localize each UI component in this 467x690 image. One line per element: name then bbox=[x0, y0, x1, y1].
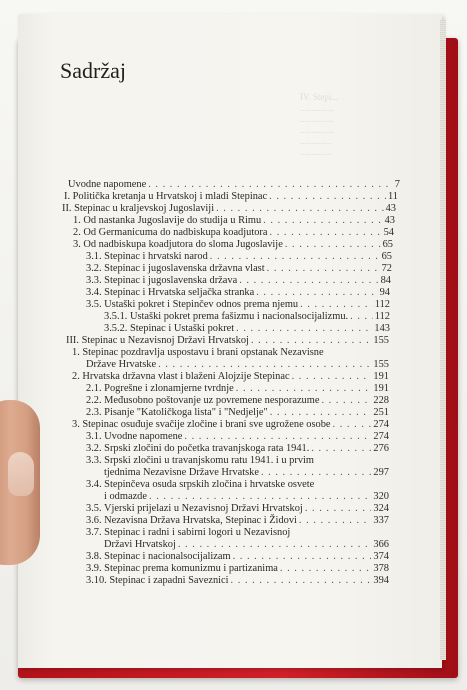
leader-dots bbox=[178, 539, 372, 551]
toc-entry-title-continuation: i odmazde bbox=[104, 491, 147, 502]
leader-dots bbox=[285, 239, 381, 251]
toc-entry-title-continuation: Države Hrvatske bbox=[86, 359, 157, 370]
toc-page-number: 274 bbox=[373, 431, 389, 442]
toc-entry-title: 3.9. Stepinac prema komunizmu i partizanima bbox=[86, 563, 278, 574]
toc-entry-title: 3.3. Stepinac i jugoslavenska država bbox=[86, 275, 238, 286]
toc-page-number: 94 bbox=[379, 287, 390, 298]
toc-entry bbox=[86, 275, 391, 287]
leader-dots bbox=[236, 323, 372, 335]
toc-entry-title: 3.3. Srpski zločini u travanjskomu ratu 1941. i u prvim bbox=[86, 455, 314, 466]
toc-page-number: 112 bbox=[374, 311, 390, 322]
leader-dots bbox=[149, 491, 371, 503]
toc-entry bbox=[86, 563, 389, 575]
leader-dots bbox=[251, 335, 371, 347]
toc-entry-title: 2.1. Pogrešne i zlonamjerne tvrdnje bbox=[86, 383, 234, 394]
toc-page-number: 54 bbox=[383, 227, 394, 238]
leader-dots bbox=[158, 359, 371, 371]
toc-entry-title: II. Stepinac u kraljevskoj Jugoslaviji bbox=[62, 203, 215, 214]
leader-dots bbox=[311, 443, 371, 455]
toc-entry bbox=[66, 335, 389, 347]
toc-entry-title: 3.8. Stepinac i nacionalsocijalizam bbox=[86, 551, 231, 562]
toc-entry bbox=[86, 407, 389, 419]
toc-entry bbox=[86, 287, 390, 299]
toc-entry bbox=[86, 431, 389, 443]
ghost-line: .............. bbox=[300, 136, 332, 146]
toc-entry bbox=[86, 503, 389, 515]
toc-page-number: 155 bbox=[373, 335, 389, 346]
toc-entry-title: III. Stepinac u Nezavisnoj Državi Hrvatskoj bbox=[66, 335, 249, 346]
toc-page-number: 297 bbox=[373, 467, 389, 478]
ghost-line: IV. Stepi... bbox=[300, 92, 339, 102]
toc-page-number: 11 bbox=[387, 191, 398, 202]
toc-page-number: 276 bbox=[373, 443, 389, 454]
toc-page-number: 374 bbox=[373, 551, 389, 562]
toc-page-number: 251 bbox=[373, 407, 389, 418]
toc-entry bbox=[62, 203, 396, 215]
toc-page-number: 72 bbox=[381, 263, 392, 274]
toc-entry bbox=[86, 395, 389, 407]
toc-page-number: 143 bbox=[374, 323, 390, 334]
toc-entry-title: 2.3. Pisanje "Katoličkoga lista" i "Nedjelje" bbox=[86, 407, 268, 418]
toc-entry-title: 1. Od nastanka Jugoslavije do studija u Rimu bbox=[73, 215, 262, 226]
toc-entry-title: 3.5.1. Ustaški pokret prema fašizmu i nacionalsocijalizmu. bbox=[104, 311, 349, 322]
toc-page-number: 324 bbox=[373, 503, 389, 514]
toc-entry bbox=[104, 539, 389, 551]
toc-entry bbox=[73, 227, 394, 239]
leader-dots bbox=[231, 575, 372, 587]
leader-dots bbox=[261, 467, 371, 479]
toc-page-number: 366 bbox=[373, 539, 389, 550]
toc-page-number: 155 bbox=[373, 359, 389, 370]
toc-entry bbox=[86, 299, 390, 311]
toc-entry bbox=[86, 551, 389, 563]
toc-page-number: 394 bbox=[373, 575, 389, 586]
toc-entry-title: 3.1. Stepinac i hrvatski narod bbox=[86, 251, 208, 262]
toc-entry-title: 3.10. Stepinac i zapadni Saveznici bbox=[86, 575, 229, 586]
toc-page-number: 228 bbox=[373, 395, 389, 406]
leader-dots bbox=[280, 563, 372, 575]
toc-page-number: 84 bbox=[380, 275, 391, 286]
leader-dots bbox=[263, 215, 382, 227]
toc-entry-title: 3.4. Stepinčeva osuda srpskih zločina i hrvatske osvete bbox=[86, 479, 315, 490]
leader-dots bbox=[256, 287, 377, 299]
ghost-line: .............. bbox=[300, 147, 332, 157]
leader-dots bbox=[184, 431, 371, 443]
toc-entry bbox=[104, 491, 389, 503]
toc-page-number: 274 bbox=[373, 419, 389, 430]
toc-entry bbox=[73, 215, 395, 227]
leader-dots bbox=[270, 407, 372, 419]
toc-entry bbox=[86, 575, 389, 587]
leader-dots bbox=[239, 275, 378, 287]
toc-page-number: 378 bbox=[373, 563, 389, 574]
toc-entry-title: I. Politička kretanja u Hrvatskoj i mladi Stepinac bbox=[64, 191, 268, 202]
toc-page-number: 65 bbox=[381, 251, 392, 262]
toc-page-number: 191 bbox=[373, 383, 389, 394]
toc-entry bbox=[104, 323, 390, 335]
leader-dots bbox=[148, 179, 393, 191]
toc-entry-title: 3.5. Vjerski prijelazi u Nezavisnoj Državi Hrvatskoj bbox=[86, 503, 303, 514]
toc-entry bbox=[73, 239, 393, 251]
toc-entry bbox=[72, 419, 389, 431]
bleed-through-text bbox=[300, 92, 420, 158]
toc-page-number: 43 bbox=[384, 215, 395, 226]
leader-dots bbox=[267, 263, 380, 275]
toc-entry bbox=[86, 515, 389, 527]
toc-entry-title: 2. Od Germanicuma do nadbiskupa koadjutora bbox=[73, 227, 268, 238]
toc-page-number: 65 bbox=[382, 239, 393, 250]
toc-entry-title: 2. Hrvatska državna vlast i blaženi Alojzije Stepinac bbox=[72, 371, 290, 382]
toc-entry bbox=[86, 383, 389, 395]
leader-dots bbox=[305, 503, 372, 515]
toc-entry-title: Uvodne napomene bbox=[68, 179, 147, 190]
leader-dots bbox=[270, 227, 382, 239]
page-edge bbox=[440, 20, 446, 660]
leader-dots bbox=[292, 371, 372, 383]
toc-page-number: 43 bbox=[385, 203, 396, 214]
leader-dots bbox=[350, 311, 373, 323]
toc-entry-title: 2.2. Međusobno poštovanje uz povremene nesporazume bbox=[86, 395, 320, 406]
page-title: Sadržaj bbox=[60, 58, 126, 83]
toc-page-number: 320 bbox=[373, 491, 389, 502]
toc-entry bbox=[64, 191, 398, 203]
leader-dots bbox=[233, 551, 372, 563]
toc-entry bbox=[104, 311, 390, 323]
leader-dots bbox=[321, 395, 371, 407]
leader-dots bbox=[269, 191, 386, 203]
leader-dots bbox=[236, 383, 372, 395]
leader-dots bbox=[300, 299, 373, 311]
ghost-line: ............... bbox=[300, 125, 334, 135]
toc-page-number: 337 bbox=[373, 515, 389, 526]
toc-page-number: 7 bbox=[394, 179, 400, 190]
toc-entry-title: 3.2. Srpski zločini do početka travanjskoga rata 1941. bbox=[86, 443, 310, 454]
toc-entry-title: 3.5. Ustaški pokret i Stepinčev odnos prema njemu bbox=[86, 299, 299, 310]
toc-page-number: 191 bbox=[373, 371, 389, 382]
toc-page-number: 112 bbox=[374, 299, 390, 310]
toc-entry bbox=[68, 179, 400, 191]
toc-entry-title: 3.1. Uvodne napomene bbox=[86, 431, 183, 442]
toc-entry-title-continuation: tjednima Nezavisne Države Hrvatske bbox=[104, 467, 259, 478]
toc-entry-title: 3.6. Nezavisna Država Hrvatska, Stepinac i Židovi bbox=[86, 515, 297, 526]
toc-entry-title: 3. Od nadbiskupa koadjutora do sloma Jugoslavije bbox=[73, 239, 283, 250]
ghost-line: ............... bbox=[300, 103, 334, 113]
leader-dots bbox=[210, 251, 380, 263]
toc-entry-title: 3.7. Stepinac i radni i sabirni logori u Nezavisnoj bbox=[86, 527, 291, 538]
toc-entry bbox=[86, 359, 389, 371]
leader-dots bbox=[216, 203, 384, 215]
toc-entry-title: 1. Stepinac pozdravlja uspostavu i brani opstanak Nezavisne bbox=[72, 347, 324, 358]
toc-entry-title: 3.2. Stepinac i jugoslavenska državna vlast bbox=[86, 263, 265, 274]
toc-entry-title: 3.4. Stepinac i Hrvatska seljačka stranka bbox=[86, 287, 255, 298]
toc-entry bbox=[72, 371, 389, 383]
toc-entry bbox=[86, 251, 392, 263]
toc-entry bbox=[104, 467, 389, 479]
toc-entry-title: 3.5.2. Stepinac i Ustaški pokret bbox=[104, 323, 235, 334]
thumbnail bbox=[8, 452, 34, 496]
toc-entry-title-continuation: Državi Hrvatskoj bbox=[104, 539, 176, 550]
ghost-line: ............... bbox=[300, 114, 334, 124]
toc-entry bbox=[86, 443, 389, 455]
toc-entry-title: 3. Stepinac osuđuje svačije zločine i brani sve ugrožene osobe bbox=[72, 419, 331, 430]
leader-dots bbox=[333, 419, 372, 431]
toc-entry bbox=[86, 263, 392, 275]
leader-dots bbox=[299, 515, 371, 527]
